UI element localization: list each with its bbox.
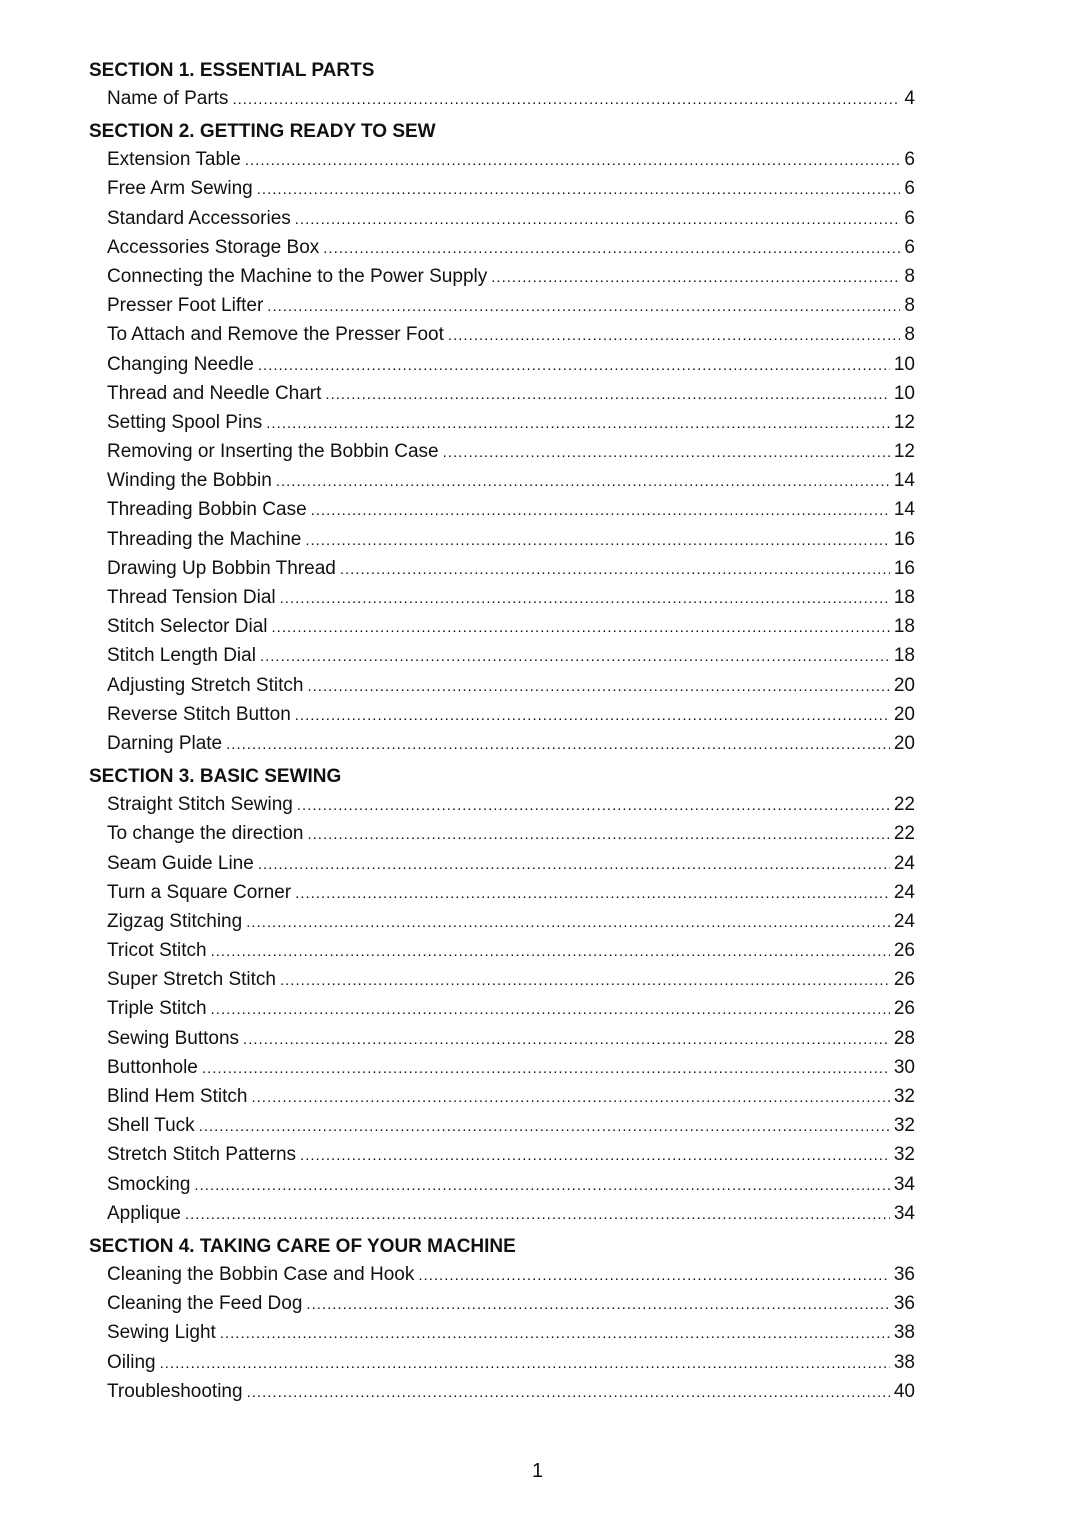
toc-entry-page: 34 xyxy=(893,1202,915,1224)
dot-leader xyxy=(295,205,901,234)
toc-entry-title: Presser Foot Lifter xyxy=(107,295,264,317)
section-heading: SECTION 3. BASIC SEWING xyxy=(89,766,342,788)
toc-entry-title: Blind Hem Stitch xyxy=(107,1086,248,1107)
toc-entry-page: 8 xyxy=(904,295,915,317)
toc-entry-page: 6 xyxy=(904,178,915,200)
toc-entry-page: 36 xyxy=(893,1293,915,1315)
toc-entry-title: Connecting the Machine to the Power Supply xyxy=(107,265,488,287)
toc-entry[interactable] xyxy=(89,1053,915,1082)
toc-entry-title: Cleaning the Feed Dog xyxy=(107,1293,303,1315)
section-entries xyxy=(89,145,915,758)
toc-entry[interactable] xyxy=(89,437,915,466)
dot-leader xyxy=(311,496,890,525)
toc-entry[interactable] xyxy=(89,994,915,1023)
toc-entry-title: Seam Guide Line xyxy=(107,852,254,874)
dot-leader xyxy=(226,730,890,759)
toc-entry-title: Buttonhole xyxy=(107,1056,198,1078)
dot-leader xyxy=(267,292,900,321)
toc-entry-title: Sewing Light xyxy=(107,1322,216,1344)
toc-entry-page: 24 xyxy=(893,910,915,932)
toc-entry-page: 22 xyxy=(893,823,915,845)
toc-entry-page: 26 xyxy=(893,998,915,1020)
toc-entry-title: Stretch Stitch Patterns xyxy=(107,1144,297,1166)
toc-entry-title: Shell Tuck xyxy=(107,1115,195,1137)
toc-entry-page: 38 xyxy=(893,1322,915,1344)
toc-entry[interactable] xyxy=(89,1348,915,1377)
dot-leader xyxy=(491,263,900,292)
dot-leader xyxy=(266,409,890,438)
dot-leader xyxy=(194,1171,889,1200)
dot-leader xyxy=(340,555,890,584)
dot-leader xyxy=(211,937,890,966)
toc-entry[interactable] xyxy=(89,700,915,729)
toc-entry-page: 4 xyxy=(904,88,915,109)
toc-entry[interactable] xyxy=(89,262,915,291)
toc-entry[interactable] xyxy=(89,965,915,994)
toc-entry-page: 18 xyxy=(893,645,915,667)
section-2 xyxy=(89,119,915,758)
toc-entry[interactable] xyxy=(89,320,915,349)
toc-entry-page: 16 xyxy=(893,557,915,579)
toc-entry-title: Name of Parts xyxy=(107,88,229,109)
toc-entry-title: To Attach and Remove the Presser Foot xyxy=(107,324,444,346)
toc-entry-page: 36 xyxy=(893,1263,915,1285)
toc-entry-title: Drawing Up Bobbin Thread xyxy=(107,557,336,579)
toc-entry[interactable] xyxy=(89,878,915,907)
dot-leader xyxy=(300,1141,890,1170)
toc-entry[interactable] xyxy=(89,790,915,819)
dot-leader xyxy=(295,701,890,730)
toc-entry-page: 32 xyxy=(893,1086,915,1107)
toc-entry[interactable] xyxy=(89,174,915,203)
toc-entry-title: Super Stretch Stitch xyxy=(107,969,276,991)
section-heading: SECTION 2. GETTING READY TO SEW xyxy=(89,121,436,143)
toc-entry-title: Winding the Bobbin xyxy=(107,470,272,492)
toc-entry-page: 20 xyxy=(893,674,915,696)
section-entries xyxy=(89,790,915,1228)
toc-entry[interactable] xyxy=(89,1377,915,1406)
toc-entry[interactable] xyxy=(89,408,915,437)
toc-entry-page: 26 xyxy=(893,969,915,991)
toc-entry-page: 18 xyxy=(893,616,915,638)
toc-entry-title: Setting Spool Pins xyxy=(107,411,263,433)
toc-entry-page: 20 xyxy=(893,703,915,725)
toc-entry-page: 28 xyxy=(893,1027,915,1049)
toc-entry[interactable] xyxy=(89,819,915,848)
toc-entry[interactable] xyxy=(89,1082,915,1111)
toc-entry-title: Stitch Length Dial xyxy=(107,645,256,667)
dot-leader xyxy=(220,1319,890,1348)
dot-leader xyxy=(258,351,890,380)
toc-entry-page: 22 xyxy=(893,794,915,816)
section-4 xyxy=(89,1234,915,1406)
dot-leader xyxy=(276,467,890,496)
toc-entry-page: 6 xyxy=(904,236,915,258)
dot-leader xyxy=(295,879,890,908)
toc-entry-title: Thread and Needle Chart xyxy=(107,382,322,404)
dot-leader xyxy=(160,1349,890,1378)
toc-entry-page: 24 xyxy=(893,852,915,874)
toc-entry-title: Accessories Storage Box xyxy=(107,236,320,258)
dot-leader xyxy=(258,850,890,879)
toc-entry-page: 38 xyxy=(893,1351,915,1373)
section-heading: SECTION 1. ESSENTIAL PARTS xyxy=(89,60,375,81)
toc-entry[interactable] xyxy=(89,525,915,554)
dot-leader xyxy=(211,995,890,1024)
toc-entry-page: 12 xyxy=(893,411,915,433)
toc-entry[interactable] xyxy=(89,641,915,670)
toc-entry-page: 10 xyxy=(893,382,915,404)
toc-entry-page: 6 xyxy=(904,149,915,171)
dot-leader xyxy=(418,1261,889,1290)
section-heading: SECTION 4. TAKING CARE OF YOUR MACHINE xyxy=(89,1235,516,1257)
dot-leader xyxy=(323,234,900,263)
toc-entry[interactable] xyxy=(89,233,915,262)
toc-entry[interactable] xyxy=(89,1140,915,1169)
toc-entry[interactable] xyxy=(89,379,915,408)
toc-entry-title: Straight Stitch Sewing xyxy=(107,794,293,816)
dot-leader xyxy=(245,146,901,175)
toc-entry-title: Threading Bobbin Case xyxy=(107,499,307,521)
toc-entry[interactable] xyxy=(89,291,915,320)
toc-entry-title: Troubleshooting xyxy=(107,1380,243,1402)
toc-entry[interactable] xyxy=(89,583,915,612)
toc-entry-title: Free Arm Sewing xyxy=(107,178,253,200)
dot-leader xyxy=(307,672,889,701)
toc-entry-title: Reverse Stitch Button xyxy=(107,703,291,725)
dot-leader xyxy=(448,321,901,350)
toc-entry[interactable] xyxy=(89,671,915,700)
dot-leader xyxy=(257,175,901,204)
toc-entry[interactable] xyxy=(89,145,915,174)
toc-entry-page: 8 xyxy=(904,324,915,346)
toc-entry-title: Zigzag Stitching xyxy=(107,910,243,932)
toc-entry-title: Turn a Square Corner xyxy=(107,881,292,903)
toc-entry[interactable] xyxy=(89,84,915,113)
toc-entry-title: Standard Accessories xyxy=(107,207,291,229)
toc-entry[interactable] xyxy=(89,495,915,524)
toc-entry[interactable] xyxy=(89,907,915,936)
toc-entry-page: 10 xyxy=(893,353,915,375)
toc-entry-page: 14 xyxy=(893,470,915,492)
section-entries xyxy=(89,84,915,113)
toc-entry[interactable] xyxy=(89,1318,915,1347)
section-3 xyxy=(89,764,915,1228)
dot-leader xyxy=(260,642,890,671)
toc-entry-title: Applique xyxy=(107,1202,181,1224)
toc-entry-title: Extension Table xyxy=(107,149,241,171)
toc-entry[interactable] xyxy=(89,1260,915,1289)
dot-leader xyxy=(297,791,890,820)
toc-entry-page: 6 xyxy=(904,207,915,229)
page-number: 1 xyxy=(531,1460,544,1482)
toc-entry[interactable] xyxy=(89,1199,915,1228)
dot-leader xyxy=(185,1200,890,1229)
dot-leader xyxy=(280,966,890,995)
toc-entry-page: 40 xyxy=(893,1380,915,1402)
toc-entry[interactable] xyxy=(89,1170,915,1199)
toc-entry[interactable] xyxy=(89,936,915,965)
toc-entry-title: Adjusting Stretch Stitch xyxy=(107,674,304,696)
toc-entry-page: 16 xyxy=(893,528,915,550)
toc-entry[interactable] xyxy=(89,350,915,379)
toc-entry-title: Removing or Inserting the Bobbin Case xyxy=(107,441,439,463)
dot-leader xyxy=(306,1290,889,1319)
toc-entry-title: Smocking xyxy=(107,1173,191,1195)
toc-entry-title: Darning Plate xyxy=(107,732,223,754)
dot-leader xyxy=(280,584,890,613)
toc-entry-page: 30 xyxy=(893,1056,915,1078)
toc-entry-title: Oiling xyxy=(107,1351,156,1373)
toc-entry[interactable] xyxy=(89,612,915,641)
toc-entry-title: To change the direction xyxy=(107,823,304,845)
dot-leader xyxy=(199,1112,890,1141)
toc-entry[interactable] xyxy=(89,1289,915,1318)
toc-entry-title: Changing Needle xyxy=(107,353,254,375)
toc-entry-title: Thread Tension Dial xyxy=(107,587,276,608)
dot-leader xyxy=(232,85,900,114)
toc-entry-page: 32 xyxy=(893,1115,915,1137)
toc-entry[interactable] xyxy=(89,849,915,878)
dot-leader xyxy=(251,1083,889,1112)
section-1 xyxy=(89,58,915,113)
toc-entry-page: 34 xyxy=(893,1173,915,1195)
dot-leader xyxy=(443,438,890,467)
toc-entry[interactable] xyxy=(89,466,915,495)
toc-entry-title: Threading the Machine xyxy=(107,528,302,550)
toc-entry-title: Tricot Stitch xyxy=(107,940,207,962)
table-of-contents xyxy=(89,58,915,1406)
dot-leader xyxy=(202,1054,890,1083)
toc-entry[interactable] xyxy=(89,729,915,758)
toc-entry[interactable] xyxy=(89,554,915,583)
dot-leader xyxy=(246,908,890,937)
toc-entry[interactable] xyxy=(89,204,915,233)
dot-leader xyxy=(307,820,889,849)
dot-leader xyxy=(247,1378,890,1407)
section-entries xyxy=(89,1260,915,1406)
toc-entry[interactable] xyxy=(89,1111,915,1140)
toc-entry-page: 18 xyxy=(893,587,915,608)
toc-entry-page: 12 xyxy=(893,441,915,463)
dot-leader xyxy=(243,1025,890,1054)
toc-entry-title: Stitch Selector Dial xyxy=(107,616,268,638)
dot-leader xyxy=(272,613,890,642)
toc-entry-title: Cleaning the Bobbin Case and Hook xyxy=(107,1263,415,1285)
toc-entry-title: Triple Stitch xyxy=(107,998,207,1020)
toc-entry-page: 24 xyxy=(893,881,915,903)
toc-entry-page: 20 xyxy=(893,732,915,754)
toc-entry-page: 14 xyxy=(893,499,915,521)
toc-entry-page: 8 xyxy=(904,265,915,287)
toc-entry-page: 32 xyxy=(893,1144,915,1166)
toc-entry-page: 26 xyxy=(893,940,915,962)
dot-leader xyxy=(305,526,890,555)
toc-entry-title: Sewing Buttons xyxy=(107,1027,240,1049)
toc-entry[interactable] xyxy=(89,1024,915,1053)
dot-leader xyxy=(325,380,889,409)
